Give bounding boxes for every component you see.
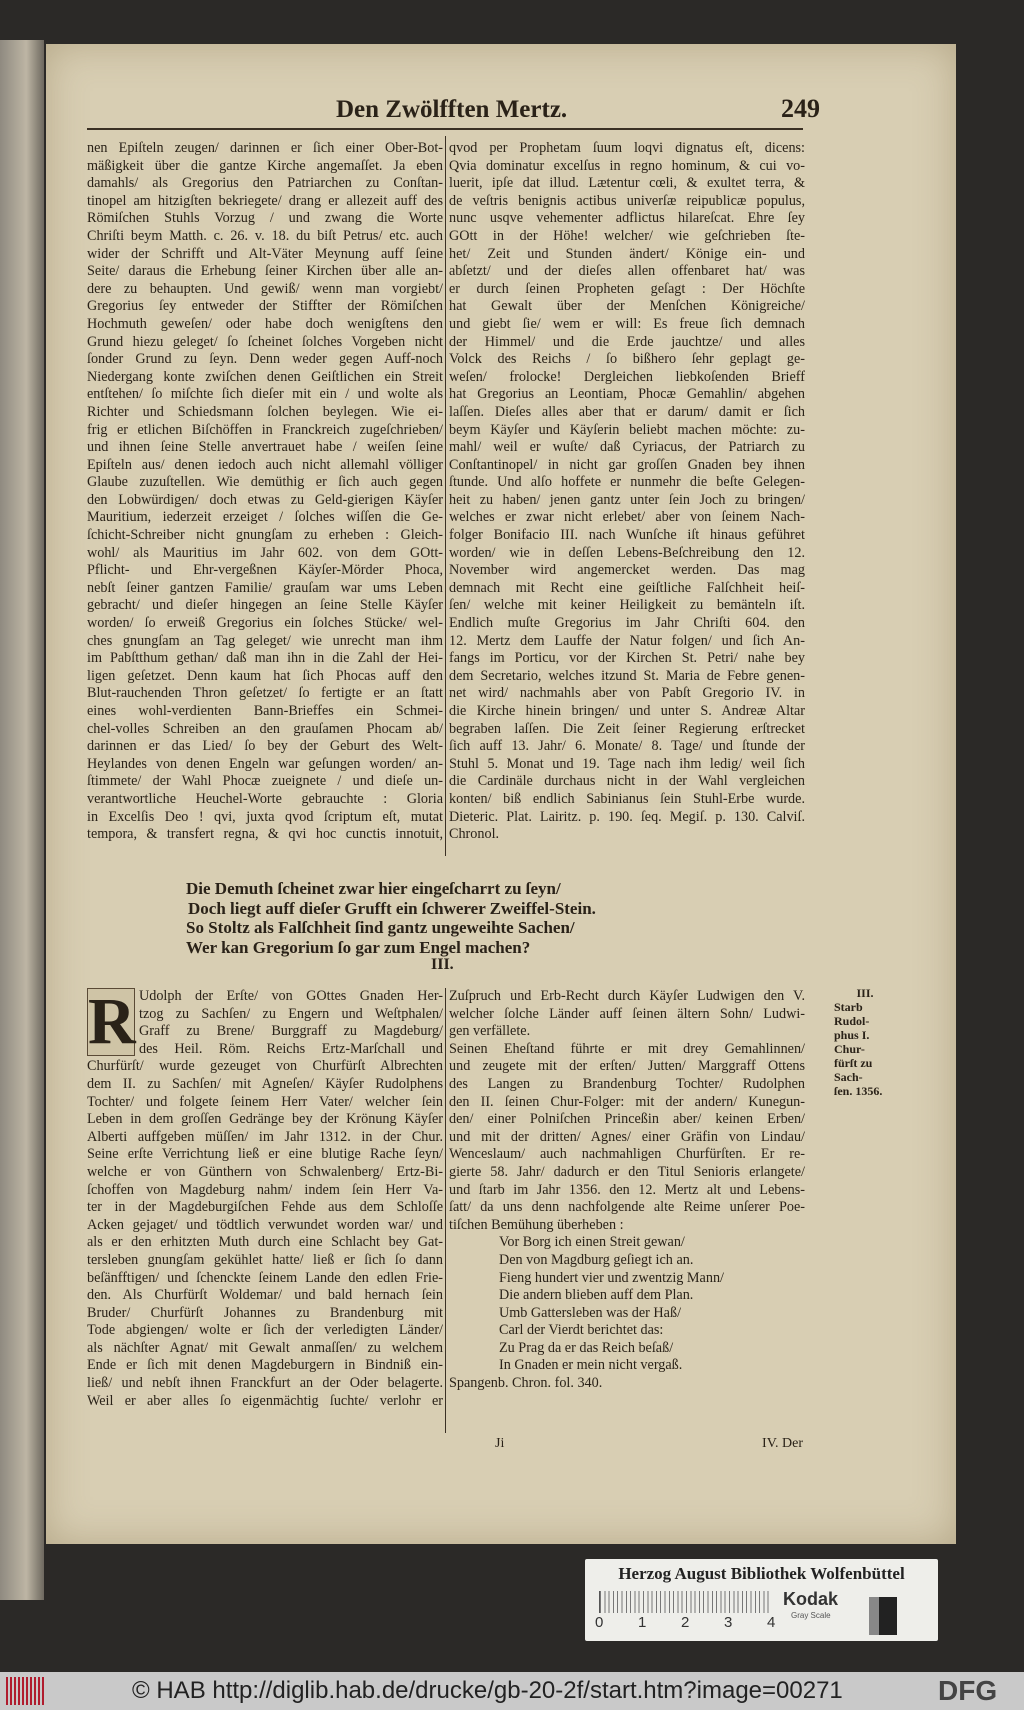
text-line: het/ Zeit und Stunden ändert/ Könige ein- und <box>449 245 805 262</box>
text-column-left <box>87 140 443 844</box>
text-line: abſetzt/ und der dieſes allen offenbaret hat/ was <box>449 263 805 280</box>
hab-logo-icon <box>6 1677 46 1705</box>
text-line: Weil er aber alles ſo eigenmächtig ſuchte/ verlohr er <box>87 1392 443 1409</box>
kodak-brand: Kodak <box>783 1589 839 1609</box>
text-line: ſich auff 13. Jahr/ 6. Monate/ 8. Tage/ und ſtunde der <box>449 738 805 755</box>
text-line: die Kirche hinein bringen/ und unter S. Andreæ Altar <box>449 703 805 719</box>
text-line: entſtehen/ ſo miſchte ſich dieſer mit ein / und wolte als <box>87 386 443 403</box>
text-line: folger Bonifacio III. nach Wunſche iſt hinaus geführet <box>449 527 805 544</box>
text-line: fangs im Porticu, vor der Kirchen St. Petri/ nahe bey <box>449 650 805 667</box>
text-line: Ende er ſich mit denen Magdeburgern in Bindniß ein- <box>87 1357 443 1374</box>
text-line: dere zu behaupten. Und gewiß/ wenn man vorgiebt/ <box>87 280 443 297</box>
text-line: den Lobwürdigen/ doch etwas zu Geld-gierigen Käyſer <box>87 491 443 508</box>
text-line: er durch ſeinen Propheten geſagt : Der Höchſte <box>449 280 805 297</box>
catchword: IV. Der <box>762 1436 803 1451</box>
text-line: Epiſteln aus/ denen iedoch auch nicht allemahl völliger <box>87 456 443 473</box>
text-line: Tode abgiengen/ wolte er ſich der verledigten Länder/ <box>87 1322 443 1339</box>
text-column-right <box>449 140 805 844</box>
section-text-left <box>87 985 443 1410</box>
verse-source: Spangenb. Chron. fol. 340. <box>449 1375 603 1392</box>
text-line: Pflicht- und Ehr-vergeßnen Käyſer-Mörder Phoca, <box>87 562 443 579</box>
text-line: dem Secretario, welches itzund St. Maria de Febre genen- <box>449 667 805 684</box>
text-line: den/ einer Polniſchen Princeßin aber/ keinen Erben/ <box>449 1111 805 1128</box>
text-line: Bruder/ Churfürſt Johannes zu Brandenburg mit <box>87 1304 443 1321</box>
text-line: welcher ſolche Länder auff ſeinen ältern Sohn/ Ludwi- <box>449 1005 805 1022</box>
text-line: worden/ wie in deſſen Lebens-Beſchreibung den 12. <box>449 544 805 561</box>
previous-page-edge <box>0 40 44 1600</box>
text-line: im Pabſtthum gethan/ daß man ihn in die Zahl der Hei- <box>87 650 443 667</box>
text-line: tempora, & transfert regna, & qvi hoc cunctis innotuit, <box>87 826 443 843</box>
text-line: welches er zwar nicht erlebet/ aber von ſeinem Nach- <box>449 509 805 526</box>
section-number: III. <box>431 956 454 973</box>
ruler-label: 3 <box>724 1614 733 1631</box>
margin-note <box>834 986 896 1098</box>
text-line: als nächſter Agnat/ mit Gewalt anmaſſen/ zu welchem <box>87 1339 443 1356</box>
text-line: als er den erhitzten Muth durch eine Schlacht bey Gat- <box>87 1234 443 1251</box>
text-line: beym Käyſer und Käyſerin beliebt machen möchte: zu- <box>449 421 805 438</box>
text-line: Die andern blieben auff dem Plan. <box>499 1287 694 1304</box>
text-line: ſen/ welche mit keiner Heiligkeit zu bemänteln iſt. <box>449 597 805 614</box>
text-line: verantwortliche Heuchel-Worte gebrauchte : Gloria <box>87 790 443 807</box>
text-line: de veſtris benignis actibus univerſæ reipublicæ populus, <box>449 192 805 209</box>
text-line: der Himmel/ und die Erde jauchtze/ und alles <box>449 333 805 350</box>
margin-note-line: fürſt zu Sach- <box>834 1056 873 1084</box>
text-line: nen Epiſteln zeugen/ darinnen er ſich einer Ober-Bot- <box>87 140 443 156</box>
text-line: weſen/ frolocke! Dergleichen liebkoſenden Brieff <box>449 368 805 385</box>
text-line: Grund hiezu geleget/ ſo ſcheinet ſolches Vorgeben nicht <box>87 333 443 350</box>
text-line: Heylandes von denen Engeln war geſungen worden/ an- <box>87 755 443 772</box>
library-name: Herzog August Bibliothek Wolfenbüttel <box>618 1564 905 1583</box>
text-line: Carl der Vierdt berichtet das: <box>499 1322 664 1339</box>
text-line: des Heil. Röm. Reichs Ertz-Marſchall und <box>139 1040 443 1057</box>
text-line: Zu Prag da er das Reich beſaß/ <box>499 1339 674 1356</box>
text-line: Richter und Schiedsmann ſolchen beylegen. Wie ei- <box>87 403 443 420</box>
text-line: tinopel am hitzigſten bekriegete/ drang er allezeit auff des <box>87 192 443 209</box>
text-line: Glaube zuzuſtellen. Wie demüthig er ſich auch gegen <box>87 474 443 491</box>
text-line: beſänfftigen/ und ſchenckte ſeinem Lande den edlen Frie- <box>87 1269 443 1286</box>
text-line: mahl/ weil er wuſte/ daß Cyriacus, der Patriarch zu <box>449 439 805 456</box>
text-line: Chronol. <box>449 826 500 843</box>
text-line: nebſt ſeiner gantzen Familie/ grauſam war ums Leben <box>87 579 443 596</box>
text-line: Seite/ daraus die Erhebung ſeiner Kirchen über alle an- <box>87 263 443 280</box>
text-line: ſchoffen von Magdeburg nahm/ indem ſein Herr Va- <box>87 1181 443 1198</box>
text-line: und ſtarb im Jahr 1356. den 12. Mertz alt und Lebens- <box>449 1181 805 1198</box>
text-line: Niedergang konte zwiſchen denen Geiſtlichen ein Streit <box>87 368 443 385</box>
text-line: GOtt in der Höhe! welcher/ wie geſchrieben ſte- <box>449 227 805 244</box>
book-page <box>46 44 956 1544</box>
text-line: Tochter/ und folgete ſeinem Herr Vater/ welcher ſein <box>87 1093 443 1110</box>
text-line: laſſen. Dieſes alles aber that er darum/ damit er ſich <box>449 403 805 420</box>
color-scale-card <box>585 1559 938 1641</box>
text-line: Zuſpruch und Erb-Recht durch Käyſer Ludwigen den V. <box>449 988 805 1004</box>
text-line: ter in der Magdeburgiſchen Fehde aus dem Schloſſe <box>87 1199 443 1216</box>
text-line: Graff zu Brene/ Burggraff zu Magdeburg/ <box>139 1023 443 1040</box>
drop-cap-initial: R <box>88 985 136 1058</box>
text-line: hat Gewalt über der Menſchen Königreiche/ <box>449 298 805 315</box>
text-line: Churfürſt/ wurde gezeuget von Churfürſt Albrechten <box>87 1058 443 1075</box>
text-line: Acken gejaget/ und tödtlich verwundet worden war/ und <box>87 1216 443 1233</box>
text-line: net wird/ nachmahls aber von Pabſt Gregorio IV. in <box>449 685 805 702</box>
text-line: Mauritium, iederzeit erzeiget / ſolches wiſſen die Ge- <box>87 509 443 526</box>
text-line: darinnen er das Lied/ ſo bey der Geburt des Welt- <box>87 738 443 755</box>
text-line: Wenceslaum/ auch nachmahligen Churfürſten. Er re- <box>449 1146 805 1163</box>
text-line: Die Demuth ſcheinet zwar hier eingeſcharrt zu ſeyn/ <box>186 879 561 898</box>
text-line: den II. ſeinen Chur-Folger: mit der andern/ Kunegun- <box>449 1093 805 1110</box>
section-paragraph <box>449 988 805 1234</box>
text-line: Leben in dem groſſen Gedränge bey der Krönung Käyſer <box>87 1111 443 1128</box>
text-line: tersleben gnungſam gekühlet hatte/ ließ er ſich ſo dann <box>87 1251 443 1268</box>
text-line: Endlich muſte Gregorius im Jahr Chriſti 604. den <box>449 615 805 632</box>
text-line: wohl/ als Mauritius im Jahr 602. von dem GOtt- <box>87 544 443 561</box>
text-line: eines wohl-verdienten Bann-Brieffes ein Schmei- <box>87 703 443 719</box>
text-line: welche er von Günthern von Schwalenberg/ Ertz-Bi- <box>87 1163 443 1180</box>
epigram-poem <box>186 879 596 957</box>
text-line: gen verfällete. <box>449 1023 531 1040</box>
text-line: damahls/ als Gregorius den Patriarchen zu Conſtan- <box>87 175 443 192</box>
text-line: gierte 58. Jahr/ dadurch er den Titul Senioris erlangete/ <box>449 1163 805 1180</box>
text-line: wider der Schrifft und Alt-Väter Meynung auff ſeine <box>87 245 443 262</box>
text-line: tzog zu Sachſen/ zu Engern und Weſtphalen/ <box>139 1005 443 1022</box>
old-rhyme-verse <box>449 1234 805 1375</box>
text-line: Gregorius ſey entweder der Stiffter der Römiſchen <box>87 298 443 315</box>
page-number: 249 <box>781 94 820 123</box>
text-line: und giebt ſie/ wem er will: Es freue ſich demnach <box>449 315 805 332</box>
text-line: Vor Borg ich einen Streit gewan/ <box>499 1234 685 1251</box>
text-line: ſatt/ da uns denn nachfolgende alte Reime unſerer Poe- <box>449 1199 805 1216</box>
text-line: nunc usqve vehementer adflictus hilareſcat. Ehre ſey <box>449 210 805 227</box>
signature-mark: Ji <box>495 1436 505 1451</box>
margin-note-number: III. <box>856 986 874 1000</box>
text-line: Hochmuth geweſen/ oder habe doch wenigſtens den <box>87 315 443 332</box>
text-line: und zeugete mit der erſten/ Jutten/ Marggraff Ottens <box>449 1058 805 1075</box>
text-line: ſchicht-Schreiber nicht gnungſam zu erheben : Gleich- <box>87 527 443 544</box>
text-line: ſtunde. Und alſo hoffete er nunmehr die beſte Gelegen- <box>449 474 805 491</box>
text-line: ches gnungſam an Tag geleget/ wie unrecht man ihm <box>87 632 443 649</box>
text-line: Doch liegt auff dieſer Grufft ein ſchwerer Zweiffel-Stein. <box>188 898 596 918</box>
text-line: In Gnaden er mein nicht vergaß. <box>499 1357 683 1374</box>
column-divider <box>445 988 446 1433</box>
text-line: Den von Magdburg geſiegt ich an. <box>499 1251 694 1268</box>
text-line: des Langen zu Brandenburg Tochter/ Rudolphen <box>449 1075 805 1092</box>
copyright-link[interactable]: © HAB http://diglib.hab.de/drucke/gb-20-2f/start.htm?image=00271 <box>132 1677 843 1704</box>
ruler-label: 4 <box>767 1614 776 1631</box>
text-line: den. Als Churfürſt Woldemar/ und bald hernach ſein <box>87 1287 443 1304</box>
ruler-scale <box>599 1591 772 1613</box>
text-line: Seine erſte Verrichtung ließ er eine blutige Rache ſeyn/ <box>87 1146 443 1163</box>
text-line: konten/ biß endlich Sabinianus ſein Stuhl-Erbe wurde. <box>449 790 805 807</box>
text-line: in Excelſis Deo ! qvi, juxta qvod ſcriptum eſt, mutat <box>87 808 443 825</box>
text-line: So Stoltz als Falſchheit ſind gantz ungeweihte Sachen/ <box>186 918 575 937</box>
text-line: November wird angemercket werden. Das mag <box>449 562 805 579</box>
text-line: mäßigkeit über die gantze Kirche angemaſſet. Ja eben <box>87 157 443 174</box>
text-line: gebracht/ und dieſer hingegen an ſeine Stelle Käyſer <box>87 597 443 614</box>
text-line: Dieteric. Plat. Lairitz. p. 190. ſeq. Megiſ. p. 130. Calviſ. <box>449 808 805 825</box>
text-line: Seinen Eheſtand führte er mit drey Gemahlinnen/ <box>449 1040 805 1057</box>
viewer-footer-bar <box>0 1672 1024 1710</box>
text-line: qvod per Prophetam ſuum loqvi dignatus eſt, dicens: <box>449 140 805 156</box>
text-line: Wer kan Gregorium ſo gar zum Engel machen? <box>186 937 531 957</box>
text-line: Udolph der Erſte/ von GOttes Gnaden Her- <box>139 988 443 1004</box>
margin-note-line: phus I. Chur- <box>834 1028 870 1056</box>
text-line: Umb Gattersleben was der Haß/ <box>499 1304 682 1321</box>
text-line: worden/ ſo erweiß Gregorius ein ſolches Stücke/ wel- <box>87 615 443 632</box>
text-line: Blut-rauchenden Thron geſetzet/ ſo fertigte er an ſtatt <box>87 685 443 702</box>
text-line: chel-volles Schreiben an den grauſamen Phocam ab/ <box>87 720 443 737</box>
text-line: und ihnen ſeine Stelle anvertrauet habe / weiſen ſeine <box>87 439 443 456</box>
text-line: heit zu haben/ jenen gantz unter ſein Joch zu bringen/ <box>449 491 805 508</box>
text-line: und mit der dritten/ Agnes/ einer Gräfin von Lindau/ <box>449 1128 805 1145</box>
text-line: Volck des Reichs / ſo bißhero ſehr geplagt ge- <box>449 351 805 368</box>
text-line: ſonder Grund zu ſeyn. Denn weder gegen Auff-noch <box>87 351 443 368</box>
text-line: tiſchen Bemühung überheben : <box>449 1216 624 1233</box>
text-line: luerit, ipſe dat illud. Lætentur cœli, & exultet terra, & <box>449 175 805 192</box>
ruler-label: 0 <box>595 1614 604 1631</box>
text-line: die Cardinäle durchaus nicht in der Wahl vergleichen <box>449 773 805 790</box>
running-title: Den Zwölfften Mertz. <box>336 96 568 123</box>
margin-note-line: Starb Rudol- <box>834 1000 870 1028</box>
text-line: dem II. zu Sachſen/ mit Agneſen/ Käyſer Rudolphens <box>87 1075 443 1092</box>
ruler-label: 2 <box>681 1614 690 1631</box>
column-divider <box>445 136 446 856</box>
text-line: demnach mit Recht eine geiſtliche Falſchheit heiſ- <box>449 579 805 596</box>
gray-swatch <box>869 1597 897 1635</box>
text-line: 12. Mertz dem Lauffe der Natur folgen/ und ſich An- <box>449 632 805 649</box>
text-line: begraben laſſen. Die Zeit ſeiner Regierung erſtrecket <box>449 720 805 737</box>
text-line: ließ/ und nebſt ihnen Franckfurt an der Oder belagerte. <box>87 1375 443 1392</box>
text-line: Conſtantinopel/ in nicht gar groſſen Gnaden bey ihnen <box>449 456 805 473</box>
gray-scale-label: Gray Scale <box>791 1611 831 1620</box>
ruler-label: 1 <box>638 1614 647 1631</box>
text-line: Römiſchen Stuhls Vorzug / und zwang die Worte <box>87 210 443 227</box>
text-line: Alberti auffgeben müſſen/ im Jahr 1312. in der Chur. <box>87 1128 443 1145</box>
text-line: Chriſti beym Matth. c. 26. v. 18. du biſt Petrus/ etc. auch <box>87 227 443 244</box>
text-line: ſtimmete/ der Wahl Phocæ zueignete / und dieſe un- <box>87 773 443 790</box>
text-line: frig er etlichen Biſchöffen in Franckreich zugeſchrieben/ <box>87 421 443 438</box>
text-line: Qvia dominatur excelſus in regno hominum, & cui vo- <box>449 157 805 174</box>
section-text-right <box>449 988 805 1393</box>
text-line: Fieng hundert vier und zwentzig Mann/ <box>499 1269 724 1286</box>
text-line: Stuhl 5. Monat und 19. Tage nach ihm ledig/ weil ſich <box>449 755 805 772</box>
text-line: ligen geſetzet. Denn kaum hat ſich Phocas auff den <box>87 667 443 684</box>
header-rule <box>87 128 803 130</box>
margin-note-line: ſen. 1356. <box>834 1084 883 1098</box>
text-line: hat Gregorius an Leontiam, Phocæ Gemahlin/ abgehen <box>449 386 805 403</box>
dfg-logo: DFG <box>938 1675 998 1706</box>
